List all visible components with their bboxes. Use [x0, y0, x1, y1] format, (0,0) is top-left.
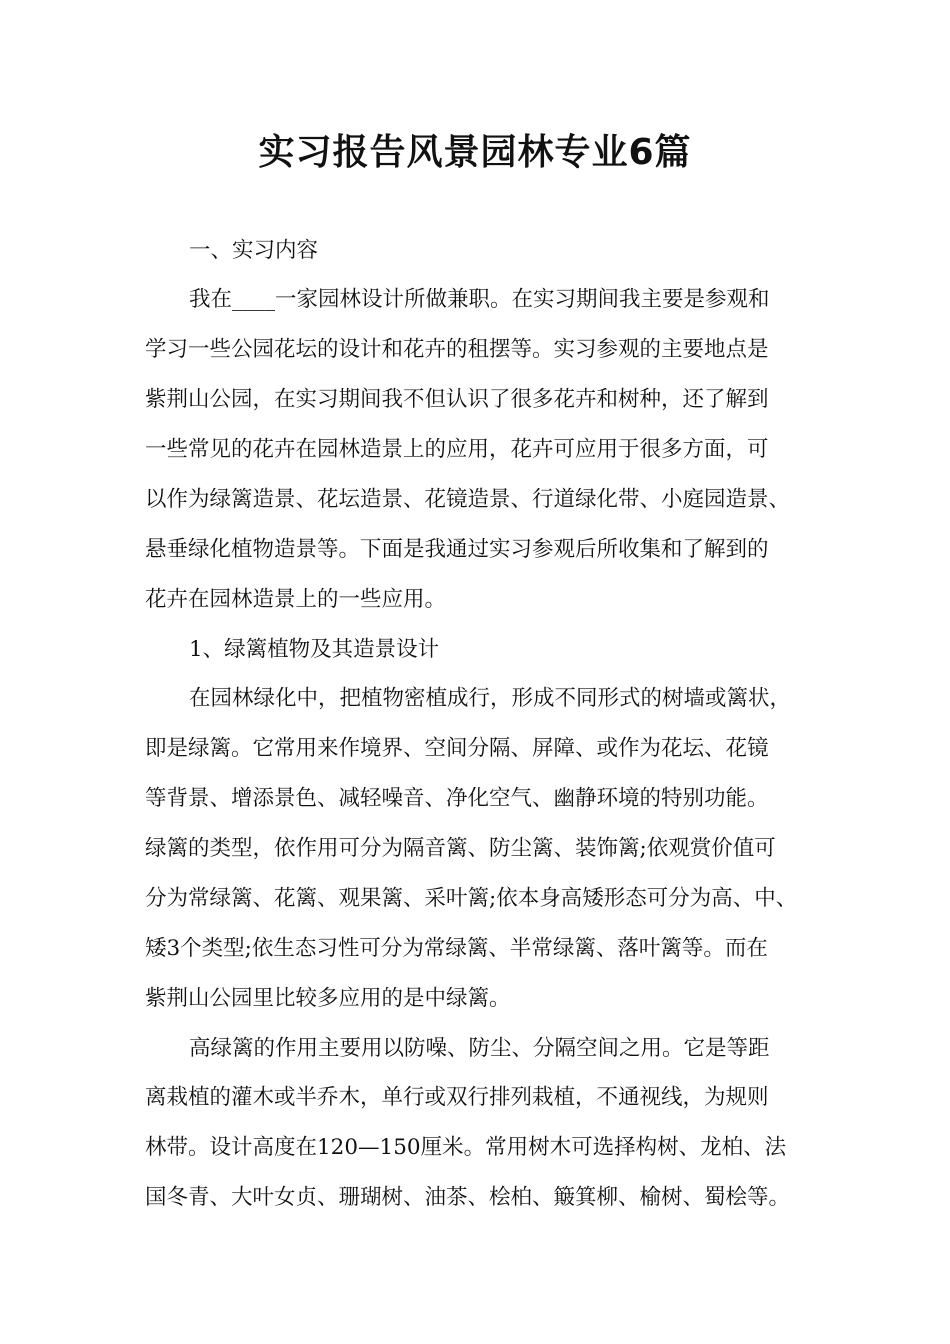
paragraph-line: 矮3个类型;依生态习性可分为常绿篱、半常绿篱、落叶篱等。而在: [145, 936, 768, 961]
paragraph-line: 等背景、增添景色、减轻噪音、净化空气、幽静环境的特别功能。: [145, 786, 769, 811]
paragraph-line: 在园林绿化中，把植物密植成行，形成不同形式的树墙或篱状，: [189, 686, 792, 711]
paragraph-line: 悬垂绿化植物造景等。下面是我通过实习参观后所收集和了解到的: [145, 537, 769, 562]
paragraph-line: 绿篱的类型，依作用可分为隔音篱、防尘篱、装饰篱;依观赏价值可: [145, 836, 776, 861]
paragraph-line: 紫荆山公园里比较多应用的是中绿篱。: [145, 986, 511, 1011]
document-title: 实习报告风景园林专业6篇: [258, 132, 692, 173]
paragraph-line: 即是绿篱。它常用来作境界、空间分隔、屏障、或作为花坛、花镜: [145, 736, 769, 761]
paragraph-line: 学习一些公园花坛的设计和花卉的租摆等。实习参观的主要地点是: [145, 337, 769, 362]
paragraph-line: 紫荆山公园，在实习期间我不但认识了很多花卉和树种，还了解到: [145, 387, 769, 412]
section-heading: 一、实习内容: [189, 238, 319, 263]
paragraph-line: 分为常绿篱、花篱、观果篱、采叶篱;依本身高矮形态可分为高、中、: [145, 886, 798, 911]
paragraph-line: 林带。设计高度在120—150厘米。常用树木可选择构树、龙柏、法: [145, 1135, 787, 1160]
paragraph-line: 国冬青、大叶女贞、珊瑚树、油茶、桧柏、簸箕柳、榆树、蜀桧等。: [145, 1185, 791, 1210]
section-heading: 1、绿篱植物及其造景设计: [189, 637, 440, 662]
paragraph-line: 离栽植的灌木或半乔木，单行或双行排列栽植，不通视线，为规则: [145, 1085, 769, 1110]
paragraph-line: 一些常见的花卉在园林造景上的应用，花卉可应用于很多方面，可: [145, 437, 769, 462]
paragraph-line: 高绿篱的作用主要用以防噪、防尘、分隔空间之用。它是等距: [189, 1036, 770, 1061]
paragraph-line: 以作为绿篱造景、花坛造景、花镜造景、行道绿化带、小庭园造景、: [145, 487, 791, 512]
paragraph-line: 花卉在园林造景上的一些应用。: [145, 587, 447, 612]
paragraph-line: 我在____一家园林设计所做兼职。在实习期间我主要是参观和: [189, 287, 770, 312]
